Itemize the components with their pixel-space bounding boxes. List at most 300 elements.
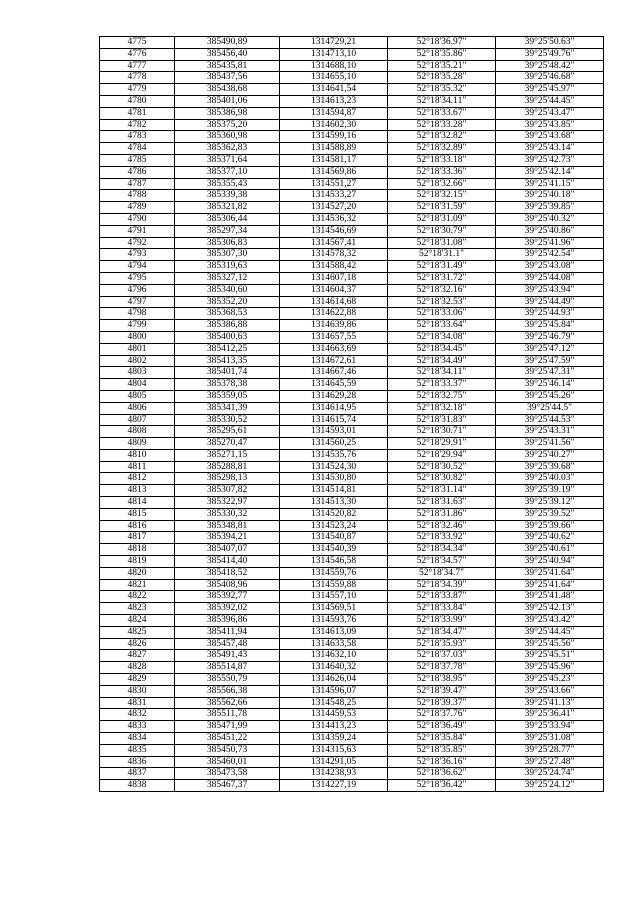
table-row — [100, 166, 604, 178]
y-coordinate-cell: 1314729,21 — [280, 37, 388, 49]
latitude-cell: 52°18'29.94" — [388, 449, 496, 461]
x-coordinate-cell: 385307,30 — [175, 249, 280, 261]
point-number-cell: 4809 — [100, 438, 175, 450]
y-coordinate-cell: 1314546,58 — [280, 556, 388, 568]
x-coordinate-cell: 385297,34 — [175, 225, 280, 237]
latitude-cell: 52°18'31.86" — [388, 508, 496, 520]
y-coordinate-cell: 1314578,32 — [280, 249, 388, 261]
coordinates-table — [99, 36, 604, 792]
point-number-cell: 4778 — [100, 72, 175, 84]
y-coordinate-cell: 1314559,76 — [280, 567, 388, 579]
longitude-cell: 39°25'39.68" — [496, 461, 604, 473]
point-number-cell: 4796 — [100, 284, 175, 296]
latitude-cell: 52°18'31.49" — [388, 261, 496, 273]
longitude-cell: 39°25'44.45" — [496, 95, 604, 107]
latitude-cell: 52°18'33.84" — [388, 603, 496, 615]
table-row — [100, 355, 604, 367]
table-row — [100, 154, 604, 166]
table-row — [100, 603, 604, 615]
longitude-cell: 39°25'46.68" — [496, 72, 604, 84]
table-row — [100, 414, 604, 426]
latitude-cell: 52°18'34.08" — [388, 331, 496, 343]
y-coordinate-cell: 1314594,87 — [280, 107, 388, 119]
y-coordinate-cell: 1314413,23 — [280, 721, 388, 733]
latitude-cell: 52°18'39.37" — [388, 697, 496, 709]
x-coordinate-cell: 385411,94 — [175, 626, 280, 638]
y-coordinate-cell: 1314581,17 — [280, 154, 388, 166]
table-row — [100, 37, 604, 49]
table-row — [100, 72, 604, 84]
table-row — [100, 473, 604, 485]
y-coordinate-cell: 1314560,25 — [280, 438, 388, 450]
point-number-cell: 4813 — [100, 485, 175, 497]
table-row — [100, 343, 604, 355]
point-number-cell: 4827 — [100, 650, 175, 662]
point-number-cell: 4798 — [100, 308, 175, 320]
y-coordinate-cell: 1314615,74 — [280, 414, 388, 426]
y-coordinate-cell: 1314291,05 — [280, 756, 388, 768]
table-row — [100, 544, 604, 556]
table-row — [100, 308, 604, 320]
y-coordinate-cell: 1314524,30 — [280, 461, 388, 473]
longitude-cell: 39°25'42.13" — [496, 603, 604, 615]
table-row — [100, 744, 604, 756]
table-row — [100, 650, 604, 662]
y-coordinate-cell: 1314632,10 — [280, 650, 388, 662]
latitude-cell: 52°18'33.18" — [388, 154, 496, 166]
longitude-cell: 39°25'28.77" — [496, 744, 604, 756]
table-row — [100, 60, 604, 72]
x-coordinate-cell: 385359,05 — [175, 390, 280, 402]
point-number-cell: 4783 — [100, 131, 175, 143]
longitude-cell: 39°25'44.49" — [496, 296, 604, 308]
table-row — [100, 213, 604, 225]
point-number-cell: 4799 — [100, 320, 175, 332]
x-coordinate-cell: 385368,53 — [175, 308, 280, 320]
y-coordinate-cell: 1314546,69 — [280, 225, 388, 237]
point-number-cell: 4825 — [100, 626, 175, 638]
y-coordinate-cell: 1314588,42 — [280, 261, 388, 273]
table-row — [100, 520, 604, 532]
longitude-cell: 39°25'31.08" — [496, 733, 604, 745]
table-row — [100, 178, 604, 190]
point-number-cell: 4790 — [100, 213, 175, 225]
point-number-cell: 4776 — [100, 48, 175, 60]
longitude-cell: 39°25'43.31" — [496, 426, 604, 438]
point-number-cell: 4816 — [100, 520, 175, 532]
y-coordinate-cell: 1314593,76 — [280, 615, 388, 627]
latitude-cell: 52°18'35.32" — [388, 84, 496, 96]
latitude-cell: 52°18'30.79" — [388, 225, 496, 237]
y-coordinate-cell: 1314535,76 — [280, 449, 388, 461]
latitude-cell: 52°18'30.82" — [388, 473, 496, 485]
point-number-cell: 4824 — [100, 615, 175, 627]
x-coordinate-cell: 385362,83 — [175, 143, 280, 155]
longitude-cell: 39°25'40.32" — [496, 213, 604, 225]
point-number-cell: 4838 — [100, 780, 175, 792]
y-coordinate-cell: 1314548,25 — [280, 697, 388, 709]
x-coordinate-cell: 385460,01 — [175, 756, 280, 768]
table-row — [100, 461, 604, 473]
latitude-cell: 52°18'35.84" — [388, 733, 496, 745]
x-coordinate-cell: 385562,66 — [175, 697, 280, 709]
latitude-cell: 52°18'32.46" — [388, 520, 496, 532]
longitude-cell: 39°25'40.86" — [496, 225, 604, 237]
y-coordinate-cell: 1314588,89 — [280, 143, 388, 155]
y-coordinate-cell: 1314713,10 — [280, 48, 388, 60]
latitude-cell: 52°18'34.11" — [388, 367, 496, 379]
y-coordinate-cell: 1314227,19 — [280, 780, 388, 792]
point-number-cell: 4804 — [100, 379, 175, 391]
table-row — [100, 733, 604, 745]
latitude-cell: 52°18'31.63" — [388, 497, 496, 509]
x-coordinate-cell: 385321,82 — [175, 202, 280, 214]
table-row — [100, 485, 604, 497]
y-coordinate-cell: 1314559,88 — [280, 579, 388, 591]
longitude-cell: 39°25'45.51" — [496, 650, 604, 662]
x-coordinate-cell: 385490,89 — [175, 37, 280, 49]
latitude-cell: 52°18'39.47" — [388, 685, 496, 697]
table-row — [100, 202, 604, 214]
table-row — [100, 497, 604, 509]
table-row — [100, 84, 604, 96]
y-coordinate-cell: 1314639,86 — [280, 320, 388, 332]
point-number-cell: 4791 — [100, 225, 175, 237]
table-row — [100, 662, 604, 674]
x-coordinate-cell: 385408,96 — [175, 579, 280, 591]
x-coordinate-cell: 385355,43 — [175, 178, 280, 190]
y-coordinate-cell: 1314359,24 — [280, 733, 388, 745]
latitude-cell: 52°18'29.91" — [388, 438, 496, 450]
x-coordinate-cell: 385457,48 — [175, 638, 280, 650]
x-coordinate-cell: 385330,52 — [175, 414, 280, 426]
latitude-cell: 52°18'32.89" — [388, 143, 496, 155]
x-coordinate-cell: 385319,63 — [175, 261, 280, 273]
latitude-cell: 52°18'31.14" — [388, 485, 496, 497]
longitude-cell: 39°25'42.54" — [496, 249, 604, 261]
table-row — [100, 390, 604, 402]
longitude-cell: 39°25'43.85" — [496, 119, 604, 131]
x-coordinate-cell: 385306,83 — [175, 237, 280, 249]
table-row — [100, 249, 604, 261]
latitude-cell: 52°18'32.53" — [388, 296, 496, 308]
x-coordinate-cell: 385450,73 — [175, 744, 280, 756]
latitude-cell: 52°18'38.95" — [388, 674, 496, 686]
point-number-cell: 4830 — [100, 685, 175, 697]
y-coordinate-cell: 1314533,27 — [280, 190, 388, 202]
table-row — [100, 143, 604, 155]
latitude-cell: 52°18'32.18" — [388, 402, 496, 414]
table-row — [100, 225, 604, 237]
y-coordinate-cell: 1314614,95 — [280, 402, 388, 414]
latitude-cell: 52°18'37.78" — [388, 662, 496, 674]
x-coordinate-cell: 385271,15 — [175, 449, 280, 461]
latitude-cell: 52°18'33.36" — [388, 166, 496, 178]
table-row — [100, 284, 604, 296]
x-coordinate-cell: 385352,20 — [175, 296, 280, 308]
y-coordinate-cell: 1314622,88 — [280, 308, 388, 320]
longitude-cell: 39°25'41.56" — [496, 438, 604, 450]
x-coordinate-cell: 385514,87 — [175, 662, 280, 674]
latitude-cell: 52°18'33.37" — [388, 379, 496, 391]
y-coordinate-cell: 1314613,09 — [280, 626, 388, 638]
latitude-cell: 52°18'31.09" — [388, 213, 496, 225]
table-row — [100, 508, 604, 520]
longitude-cell: 39°25'40.62" — [496, 532, 604, 544]
longitude-cell: 39°25'47.12" — [496, 343, 604, 355]
point-number-cell: 4819 — [100, 556, 175, 568]
latitude-cell: 52°18'37.76" — [388, 709, 496, 721]
x-coordinate-cell: 385340,60 — [175, 284, 280, 296]
x-coordinate-cell: 385327,12 — [175, 272, 280, 284]
longitude-cell: 39°25'45.26" — [496, 390, 604, 402]
point-number-cell: 4805 — [100, 390, 175, 402]
x-coordinate-cell: 385438,68 — [175, 84, 280, 96]
x-coordinate-cell: 385451,22 — [175, 733, 280, 745]
x-coordinate-cell: 385550,79 — [175, 674, 280, 686]
x-coordinate-cell: 385407,07 — [175, 544, 280, 556]
y-coordinate-cell: 1314527,20 — [280, 202, 388, 214]
point-number-cell: 4775 — [100, 37, 175, 49]
table-row — [100, 261, 604, 273]
point-number-cell: 4794 — [100, 261, 175, 273]
point-number-cell: 4833 — [100, 721, 175, 733]
x-coordinate-cell: 385322,97 — [175, 497, 280, 509]
latitude-cell: 52°18'30.71" — [388, 426, 496, 438]
latitude-cell: 52°18'33.87" — [388, 591, 496, 603]
longitude-cell: 39°25'49.76" — [496, 48, 604, 60]
longitude-cell: 39°25'24.74" — [496, 768, 604, 780]
latitude-cell: 52°18'34.34" — [388, 544, 496, 556]
table-row — [100, 756, 604, 768]
longitude-cell: 39°25'43.14" — [496, 143, 604, 155]
point-number-cell: 4836 — [100, 756, 175, 768]
latitude-cell: 52°18'31.08" — [388, 237, 496, 249]
longitude-cell: 39°25'39.85" — [496, 202, 604, 214]
longitude-cell: 39°25'43.68" — [496, 131, 604, 143]
x-coordinate-cell: 385360,98 — [175, 131, 280, 143]
longitude-cell: 39°25'40.61" — [496, 544, 604, 556]
y-coordinate-cell: 1314238,93 — [280, 768, 388, 780]
table-row — [100, 697, 604, 709]
x-coordinate-cell: 385306,44 — [175, 213, 280, 225]
y-coordinate-cell: 1314645,59 — [280, 379, 388, 391]
table-row — [100, 591, 604, 603]
x-coordinate-cell: 385418,52 — [175, 567, 280, 579]
y-coordinate-cell: 1314551,27 — [280, 178, 388, 190]
longitude-cell: 39°25'43.42" — [496, 615, 604, 627]
latitude-cell: 52°18'34.11" — [388, 95, 496, 107]
y-coordinate-cell: 1314530,80 — [280, 473, 388, 485]
point-number-cell: 4814 — [100, 497, 175, 509]
latitude-cell: 52°18'35.86" — [388, 48, 496, 60]
longitude-cell: 39°25'27.48" — [496, 756, 604, 768]
latitude-cell: 52°18'31.1" — [388, 249, 496, 261]
x-coordinate-cell: 385414,40 — [175, 556, 280, 568]
table-row — [100, 626, 604, 638]
table-row — [100, 449, 604, 461]
y-coordinate-cell: 1314459,53 — [280, 709, 388, 721]
x-coordinate-cell: 385298,13 — [175, 473, 280, 485]
latitude-cell: 52°18'34.57" — [388, 556, 496, 568]
latitude-cell: 52°18'32.16" — [388, 284, 496, 296]
point-number-cell: 4811 — [100, 461, 175, 473]
x-coordinate-cell: 385330,32 — [175, 508, 280, 520]
point-number-cell: 4829 — [100, 674, 175, 686]
table-row — [100, 426, 604, 438]
longitude-cell: 39°25'41.96" — [496, 237, 604, 249]
longitude-cell: 39°25'41.64" — [496, 567, 604, 579]
y-coordinate-cell: 1314513,30 — [280, 497, 388, 509]
latitude-cell: 52°18'34.7" — [388, 567, 496, 579]
point-number-cell: 4832 — [100, 709, 175, 721]
longitude-cell: 39°25'45.23" — [496, 674, 604, 686]
latitude-cell: 52°18'36.16" — [388, 756, 496, 768]
y-coordinate-cell: 1314569,51 — [280, 603, 388, 615]
x-coordinate-cell: 385341,39 — [175, 402, 280, 414]
point-number-cell: 4797 — [100, 296, 175, 308]
x-coordinate-cell: 385400,63 — [175, 331, 280, 343]
point-number-cell: 4801 — [100, 343, 175, 355]
longitude-cell: 39°25'42.73" — [496, 154, 604, 166]
longitude-cell: 39°25'44.5" — [496, 402, 604, 414]
longitude-cell: 39°25'24.12" — [496, 780, 604, 792]
y-coordinate-cell: 1314626,04 — [280, 674, 388, 686]
longitude-cell: 39°25'44.93" — [496, 308, 604, 320]
longitude-cell: 39°25'40.94" — [496, 556, 604, 568]
x-coordinate-cell: 385386,88 — [175, 320, 280, 332]
point-number-cell: 4795 — [100, 272, 175, 284]
point-number-cell: 4780 — [100, 95, 175, 107]
longitude-cell: 39°25'36.41" — [496, 709, 604, 721]
table-row — [100, 709, 604, 721]
y-coordinate-cell: 1314593,01 — [280, 426, 388, 438]
latitude-cell: 52°18'35.85" — [388, 744, 496, 756]
point-number-cell: 4835 — [100, 744, 175, 756]
table-row — [100, 721, 604, 733]
table-row — [100, 272, 604, 284]
longitude-cell: 39°25'33.94" — [496, 721, 604, 733]
table-row — [100, 331, 604, 343]
point-number-cell: 4788 — [100, 190, 175, 202]
point-number-cell: 4781 — [100, 107, 175, 119]
latitude-cell: 52°18'36.42" — [388, 780, 496, 792]
point-number-cell: 4784 — [100, 143, 175, 155]
y-coordinate-cell: 1314520,82 — [280, 508, 388, 520]
table-row — [100, 131, 604, 143]
latitude-cell: 52°18'34.47" — [388, 626, 496, 638]
point-number-cell: 4812 — [100, 473, 175, 485]
point-number-cell: 4793 — [100, 249, 175, 261]
x-coordinate-cell: 385566,38 — [175, 685, 280, 697]
y-coordinate-cell: 1314604,37 — [280, 284, 388, 296]
x-coordinate-cell: 385467,37 — [175, 780, 280, 792]
y-coordinate-cell: 1314613,23 — [280, 95, 388, 107]
table-row — [100, 674, 604, 686]
point-number-cell: 4828 — [100, 662, 175, 674]
longitude-cell: 39°25'41.64" — [496, 579, 604, 591]
latitude-cell: 52°18'35.21" — [388, 60, 496, 72]
point-number-cell: 4779 — [100, 84, 175, 96]
x-coordinate-cell: 385288,81 — [175, 461, 280, 473]
x-coordinate-cell: 385378,38 — [175, 379, 280, 391]
latitude-cell: 52°18'36.97" — [388, 37, 496, 49]
y-coordinate-cell: 1314599,16 — [280, 131, 388, 143]
longitude-cell: 39°25'42.14" — [496, 166, 604, 178]
table-row — [100, 567, 604, 579]
longitude-cell: 39°25'44.53" — [496, 414, 604, 426]
latitude-cell: 52°18'35.28" — [388, 72, 496, 84]
longitude-cell: 39°25'43.66" — [496, 685, 604, 697]
y-coordinate-cell: 1314596,07 — [280, 685, 388, 697]
x-coordinate-cell: 385413,35 — [175, 355, 280, 367]
x-coordinate-cell: 385412,25 — [175, 343, 280, 355]
table-row — [100, 556, 604, 568]
latitude-cell: 52°18'34.45" — [388, 343, 496, 355]
table-row — [100, 119, 604, 131]
latitude-cell: 52°18'33.67" — [388, 107, 496, 119]
point-number-cell: 4831 — [100, 697, 175, 709]
longitude-cell: 39°25'41.13" — [496, 697, 604, 709]
point-number-cell: 4777 — [100, 60, 175, 72]
longitude-cell: 39°25'47.31" — [496, 367, 604, 379]
y-coordinate-cell: 1314607,18 — [280, 272, 388, 284]
x-coordinate-cell: 385375,20 — [175, 119, 280, 131]
x-coordinate-cell: 385339,38 — [175, 190, 280, 202]
x-coordinate-cell: 385295,61 — [175, 426, 280, 438]
table-row — [100, 402, 604, 414]
y-coordinate-cell: 1314523,24 — [280, 520, 388, 532]
point-number-cell: 4802 — [100, 355, 175, 367]
y-coordinate-cell: 1314514,81 — [280, 485, 388, 497]
latitude-cell: 52°18'35.93" — [388, 638, 496, 650]
y-coordinate-cell: 1314663,69 — [280, 343, 388, 355]
table-row — [100, 532, 604, 544]
y-coordinate-cell: 1314641,54 — [280, 84, 388, 96]
y-coordinate-cell: 1314602,30 — [280, 119, 388, 131]
latitude-cell: 52°18'37.03" — [388, 650, 496, 662]
x-coordinate-cell: 385371,64 — [175, 154, 280, 166]
y-coordinate-cell: 1314640,32 — [280, 662, 388, 674]
latitude-cell: 52°18'33.99" — [388, 615, 496, 627]
point-number-cell: 4821 — [100, 579, 175, 591]
y-coordinate-cell: 1314655,10 — [280, 72, 388, 84]
table-row — [100, 237, 604, 249]
latitude-cell: 52°18'34.39" — [388, 579, 496, 591]
longitude-cell: 39°25'43.08" — [496, 261, 604, 273]
table-row — [100, 320, 604, 332]
x-coordinate-cell: 385307,82 — [175, 485, 280, 497]
latitude-cell: 52°18'36.49" — [388, 721, 496, 733]
x-coordinate-cell: 385386,98 — [175, 107, 280, 119]
latitude-cell: 52°18'36.62" — [388, 768, 496, 780]
table-row — [100, 48, 604, 60]
longitude-cell: 39°25'40.03" — [496, 473, 604, 485]
longitude-cell: 39°25'39.12" — [496, 497, 604, 509]
point-number-cell: 4806 — [100, 402, 175, 414]
x-coordinate-cell: 385392,77 — [175, 591, 280, 603]
latitude-cell: 52°18'33.28" — [388, 119, 496, 131]
point-number-cell: 4823 — [100, 603, 175, 615]
latitude-cell: 52°18'31.59" — [388, 202, 496, 214]
longitude-cell: 39°25'45.97" — [496, 84, 604, 96]
longitude-cell: 39°25'39.66" — [496, 520, 604, 532]
point-number-cell: 4837 — [100, 768, 175, 780]
y-coordinate-cell: 1314672,61 — [280, 355, 388, 367]
latitude-cell: 52°18'32.75" — [388, 390, 496, 402]
table-row — [100, 296, 604, 308]
latitude-cell: 52°18'33.06" — [388, 308, 496, 320]
